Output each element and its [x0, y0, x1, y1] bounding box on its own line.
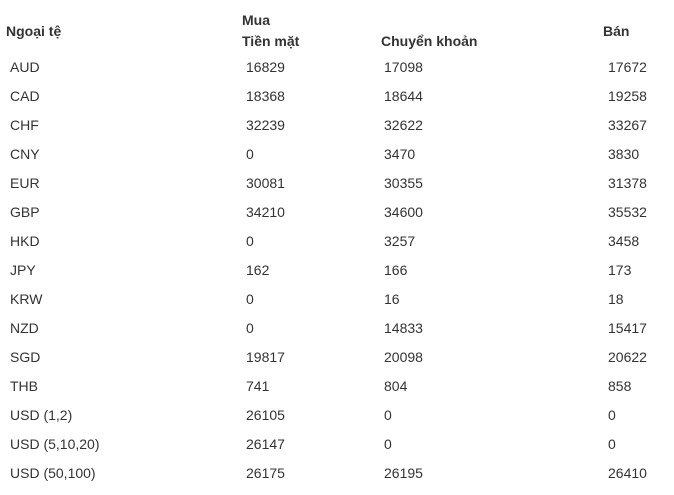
sell-rate: 0 [608, 407, 616, 423]
table-row [0, 285, 674, 314]
currency-code: CHF [10, 117, 39, 133]
table-row [0, 111, 674, 140]
sell-rate: 173 [608, 262, 632, 278]
currency-code: CAD [10, 88, 40, 104]
table-row [0, 401, 674, 430]
header-transfer: Chuyển khoản [381, 33, 478, 49]
currency-code: USD (1,2) [10, 407, 73, 423]
cash-buy-rate: 0 [246, 291, 254, 307]
transfer-buy-rate: 34600 [384, 204, 423, 220]
sell-rate: 858 [608, 378, 632, 394]
sell-rate: 17672 [608, 59, 647, 75]
cash-buy-rate: 0 [246, 146, 254, 162]
sell-rate: 0 [608, 436, 616, 452]
header-sell: Bán [603, 23, 630, 39]
sell-rate: 26410 [608, 465, 647, 481]
transfer-buy-rate: 14833 [384, 320, 423, 336]
transfer-buy-rate: 804 [384, 378, 408, 394]
currency-code: JPY [10, 262, 36, 278]
table-row [0, 372, 674, 401]
cash-buy-rate: 16829 [246, 59, 285, 75]
cash-buy-rate: 26105 [246, 407, 285, 423]
currency-code: HKD [10, 233, 40, 249]
table-row [0, 314, 674, 343]
currency-code: USD (50,100) [10, 465, 96, 481]
header-currency: Ngoại tệ [6, 23, 62, 39]
cash-buy-rate: 34210 [246, 204, 285, 220]
currency-code: AUD [10, 59, 40, 75]
header-buy: Mua [242, 12, 270, 28]
cash-buy-rate: 30081 [246, 175, 285, 191]
sell-rate: 20622 [608, 349, 647, 365]
currency-code: GBP [10, 204, 40, 220]
table-row [0, 459, 674, 488]
table-row [0, 53, 674, 82]
table-row [0, 430, 674, 459]
cash-buy-rate: 162 [246, 262, 270, 278]
sell-rate: 15417 [608, 320, 647, 336]
table-header [0, 0, 674, 52]
transfer-buy-rate: 30355 [384, 175, 423, 191]
currency-code: NZD [10, 320, 39, 336]
transfer-buy-rate: 17098 [384, 59, 423, 75]
transfer-buy-rate: 16 [384, 291, 400, 307]
table-row [0, 343, 674, 372]
cash-buy-rate: 18368 [246, 88, 285, 104]
transfer-buy-rate: 26195 [384, 465, 423, 481]
table-row [0, 140, 674, 169]
table-row [0, 227, 674, 256]
transfer-buy-rate: 20098 [384, 349, 423, 365]
sell-rate: 33267 [608, 117, 647, 133]
currency-code: USD (5,10,20) [10, 436, 100, 452]
sell-rate: 19258 [608, 88, 647, 104]
currency-code: THB [10, 378, 38, 394]
currency-code: EUR [10, 175, 40, 191]
currency-code: CNY [10, 146, 40, 162]
currency-code: KRW [10, 291, 43, 307]
sell-rate: 31378 [608, 175, 647, 191]
currency-code: SGD [10, 349, 41, 365]
transfer-buy-rate: 3257 [384, 233, 416, 249]
table-row [0, 198, 674, 227]
header-cash: Tiền mặt [242, 33, 300, 49]
transfer-buy-rate: 166 [384, 262, 408, 278]
sell-rate: 18 [608, 291, 624, 307]
transfer-buy-rate: 18644 [384, 88, 423, 104]
cash-buy-rate: 19817 [246, 349, 285, 365]
sell-rate: 3458 [608, 233, 640, 249]
cash-buy-rate: 0 [246, 320, 254, 336]
cash-buy-rate: 26175 [246, 465, 285, 481]
cash-buy-rate: 741 [246, 378, 270, 394]
cash-buy-rate: 26147 [246, 436, 285, 452]
transfer-buy-rate: 3470 [384, 146, 416, 162]
table-row [0, 82, 674, 111]
transfer-buy-rate: 0 [384, 436, 392, 452]
transfer-buy-rate: 0 [384, 407, 392, 423]
table-row [0, 256, 674, 285]
sell-rate: 3830 [608, 146, 640, 162]
cash-buy-rate: 32239 [246, 117, 285, 133]
sell-rate: 35532 [608, 204, 647, 220]
cash-buy-rate: 0 [246, 233, 254, 249]
transfer-buy-rate: 32622 [384, 117, 423, 133]
table-row [0, 169, 674, 198]
